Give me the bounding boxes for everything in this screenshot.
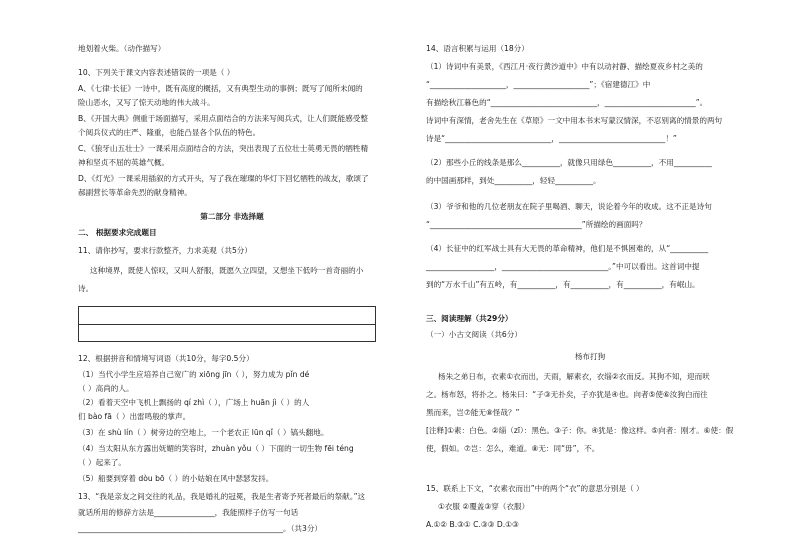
q13-line-3: ______________________________________________________。（共3分）	[78, 524, 323, 533]
q14-line-8: （3）爷爷和他的几位老朋友在院子里喝酒、聊天，说论着今年的收成。这不正是诗句	[426, 202, 712, 211]
q9-tail: 地划着火柴。（动作描写）	[78, 44, 166, 53]
q10-option-d-cont: 郝副营长等革命先烈的献身精神。	[78, 188, 192, 197]
q11-title: 11、请你抄写，要求行款整齐，力求美观（共5分）	[78, 246, 252, 255]
q14-line-7: 的中国画那样，到处__________，轻轻__________。	[426, 176, 601, 185]
section2-title: 第二部分 非选择题	[200, 212, 264, 221]
q14-line-1: （1）诗词中有美景，《西江月·夜行黄沙道中》中有以动衬静、描绘夏夜乡村之美的	[426, 62, 703, 71]
q10-option-d: D、《灯光》一课采用插叙的方式开头，写了我在璀璨的华灯下回忆牺牲的战友，歌颂了	[78, 174, 369, 183]
q10-option-b: B、《开国大典》侧重于场面描写，采用点面结合的方法来写阅兵式，让人们既能感受整	[78, 114, 368, 123]
q11-writing-box[interactable]	[78, 306, 376, 342]
story-line-3: 黑而来，岂⑦能无⑧怪哉？”	[426, 408, 520, 417]
story-line-2: 之。杨布怒，将扑之。杨朱曰：“子③无扑矣，子亦犹是④也。向者⑤使⑥汝狗白而往	[426, 390, 708, 399]
group1-title: 二、 根据要求完成题目	[78, 228, 157, 237]
q10-option-c-cont: 神和坚贞不屈的英雄气概。	[78, 158, 170, 167]
q14-line-2: “____________________，____________________”；《宿建德江》中	[426, 80, 651, 89]
story-line-1: 杨朱之弟日布，衣素①衣而出，天雨，解素衣，衣缁②衣而反。其狗不知，迎而吠	[438, 372, 710, 381]
q14-line-6: （2）那些小丘的线条是那么__________，就像只用绿色__________，不用__________	[426, 158, 712, 167]
subsection1-title: （一）小古文阅读（共6分）	[426, 330, 522, 339]
q15-choices: A.①② B.③① C.③③ D.①③	[426, 520, 519, 529]
q10-option-c: C、《狼牙山五壮士》一课采用点面结合的方法，突出表现了五位壮士英勇无畏的牺牲精	[78, 144, 369, 153]
section3-title: 三、阅读理解（共29分）	[426, 314, 513, 323]
q11-text-1: 这种境界，既使人惊叹，又叫人舒服，既愿久立四望，又想坐下低吟一首奇丽的小	[90, 266, 364, 275]
q10-option-a-cont: 险山恶水，又写了惊天动地的伟大战斗。	[78, 98, 215, 107]
q14-line-4: 诗词中有深情，老舍先生在《草原》一文中用本书末写蒙汉情深，不忍别离的情景的两句	[426, 116, 723, 125]
q12-line-6: （4）当太阳从东方露出妩媚的笑容时，zhuàn yǒu（ ）下面的一切生物 fēi téng	[78, 444, 354, 453]
q15-title: 15、联系上下文，“衣素衣而出”中的两个“衣”的意思分别是（ ）	[426, 484, 644, 493]
q12-line-4: 们 bào fā（ ）出雷鸣般的掌声。	[78, 412, 191, 421]
q12-line-5: （3）在 shù lín（ ）树旁边的空地上，一个老农正 lūn qǐ（ ）镐头翻地。	[78, 428, 329, 437]
q10-title: 10、下列关于课文内容表述错误的一项是（ ）	[78, 68, 235, 77]
q14-title: 14、语言积累与运用（18分）	[426, 44, 529, 53]
q11-text-2: 诗。	[78, 284, 94, 293]
q12-line-3: （2）看着天空中飞机上飘扬的 qí zhì（ ），广场上 huān jì（ ）的人	[78, 398, 310, 407]
q12-line-2: （ ）高尚的人。	[78, 384, 134, 393]
q12-title: 12、根据拼音和情境写词语（共10分，每字0.5分）	[78, 354, 254, 363]
q12-line-1: （1）当代小学生应培养自己宽广的 xiōng jīn（ ），努力成为 pǐn dé	[78, 370, 310, 379]
q14-line-11: __________________，____________________________。”中可以看出。这首词中提	[426, 262, 700, 271]
notes-line-1: [注释]①素：白色。②缁（zī）：黑色。③子：你。④犹是：像这样。⑤向者：刚才。⑥使：假	[426, 426, 734, 435]
q14-line-12: 到的“万水千山”有五岭，有__________，有__________，有__________，有岷山。	[426, 280, 700, 289]
q10-option-b-cont: 个阅兵仪式的庄严、隆重，也能凸显各个队伍的特色。	[78, 128, 261, 137]
q13-line-2: 就话所用的修辞方法是________________，我能照样子仿写一句话	[78, 508, 299, 517]
q10-option-a: A、《七律·长征》一诗中，既有高度的概括，又有典型生动的事例；既写了闻所未闻的	[78, 84, 363, 93]
q13-line-1: 13、“我是亲友之间交往的礼品，我是婚礼的冠冕，我是生者寄予死者最后的祭献。”这	[78, 492, 366, 501]
notes-line-2: 使，假如。⑦岂：怎么，难道。⑧无：同“毋”，不。	[426, 444, 600, 453]
q14-line-3: 有描绘秋江暮色的“____________________________，________________________”。	[426, 98, 708, 107]
q14-line-5: 诗是“____________________________，____________________________！”	[426, 134, 677, 143]
q12-line-7: （ ）起来了。	[78, 458, 126, 467]
q15-options-meaning: ①衣服 ②覆盖③穿（衣服）	[438, 502, 530, 511]
writing-box-divider	[79, 324, 375, 325]
q12-line-8: （5）船要到穿着 dòu bō（ ）的小姑娘在风中瑟瑟发抖。	[78, 474, 274, 483]
q14-line-9: “________________________________________”所描绘的画面吗？	[426, 220, 647, 229]
story-title: 杨布打狗	[574, 352, 606, 361]
q14-line-10: （4）长征中的红军战士具有大无畏的革命精神，他们是不惧困难的，从“__________	[426, 244, 709, 253]
